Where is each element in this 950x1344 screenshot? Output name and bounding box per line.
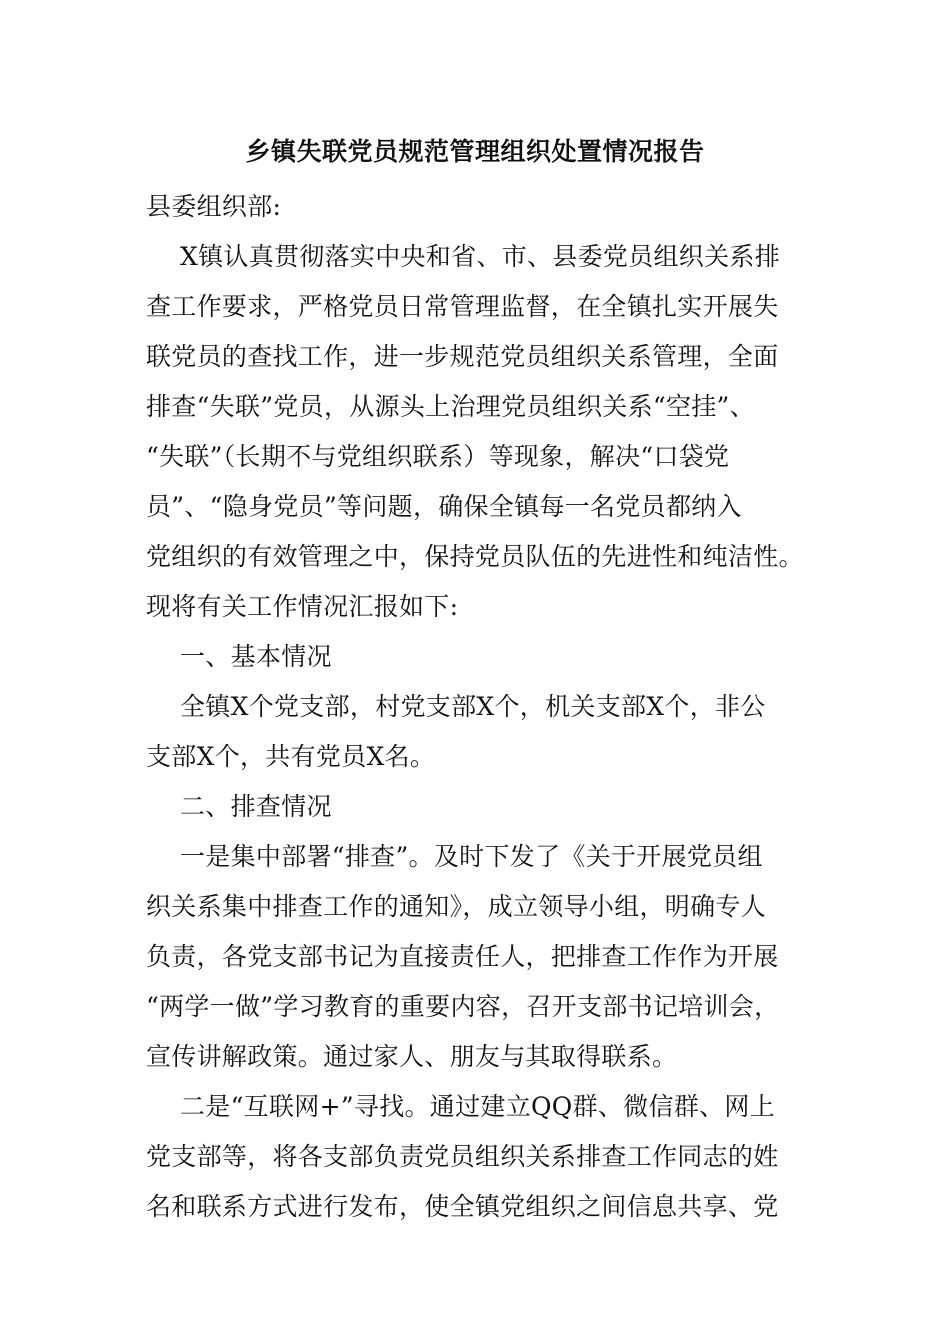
text-line: 党支部等，将各支部负责党员组织关系排查工作同志的姓 bbox=[146, 1142, 779, 1171]
text-line: 联党员的查找工作，进一步规范党员组织关系管理，全面 bbox=[146, 342, 779, 371]
text-line: 宣传讲解政策。通过家人、朋友与其取得联系。 bbox=[146, 1042, 678, 1071]
text-line: 一是集中部署“排查”。及时下发了《关于开展党员组 bbox=[180, 842, 763, 871]
text-line: 现将有关工作情况汇报如下: bbox=[146, 592, 459, 621]
text-line: “失联”（长期不与党组织联系）等现象，解决“口袋党 bbox=[146, 442, 730, 471]
text-line: 名和联系方式进行发布，使全镇党组织之间信息共享、党 bbox=[146, 1192, 779, 1221]
text-line: 县委组织部: bbox=[146, 192, 282, 221]
text-line: 二、排查情况 bbox=[180, 792, 332, 821]
text-line: 全镇X个党支部，村党支部X个，机关支部X个，非公 bbox=[180, 692, 766, 721]
text-line: X镇认真贯彻落实中央和省、市、县委党员组织关系排 bbox=[180, 242, 780, 271]
document-body bbox=[146, 182, 804, 1232]
text-line: 员”、“隐身党员”等问题，确保全镇每一名党员都纳入 bbox=[146, 492, 742, 521]
document-title: 乡镇失联党员规范管理组织处置情况报告 bbox=[245, 137, 705, 166]
text-line: 支部X个，共有党员X名。 bbox=[146, 742, 436, 771]
text-line: 一、基本情况 bbox=[180, 642, 332, 671]
text-line: 党组织的有效管理之中，保持党员队伍的先进性和纯洁性。 bbox=[146, 542, 804, 571]
text-line: 织关系集中排查工作的通知》，成立领导小组，明确专人 bbox=[146, 892, 767, 921]
text-line: 二是“互联网+”寻找。通过建立QQ群、微信群、网上 bbox=[180, 1092, 776, 1121]
text-line: “两学一做”学习教育的重要内容，召开支部书记培训会， bbox=[146, 992, 780, 1021]
text-line: 查工作要求，严格党员日常管理监督，在全镇扎实开展失 bbox=[146, 292, 779, 321]
text-line: 负责，各党支部书记为直接责任人，把排查工作作为开展 bbox=[146, 942, 779, 971]
text-line: 排查“失联”党员，从源头上治理党员组织关系“空挂”、 bbox=[146, 392, 755, 421]
